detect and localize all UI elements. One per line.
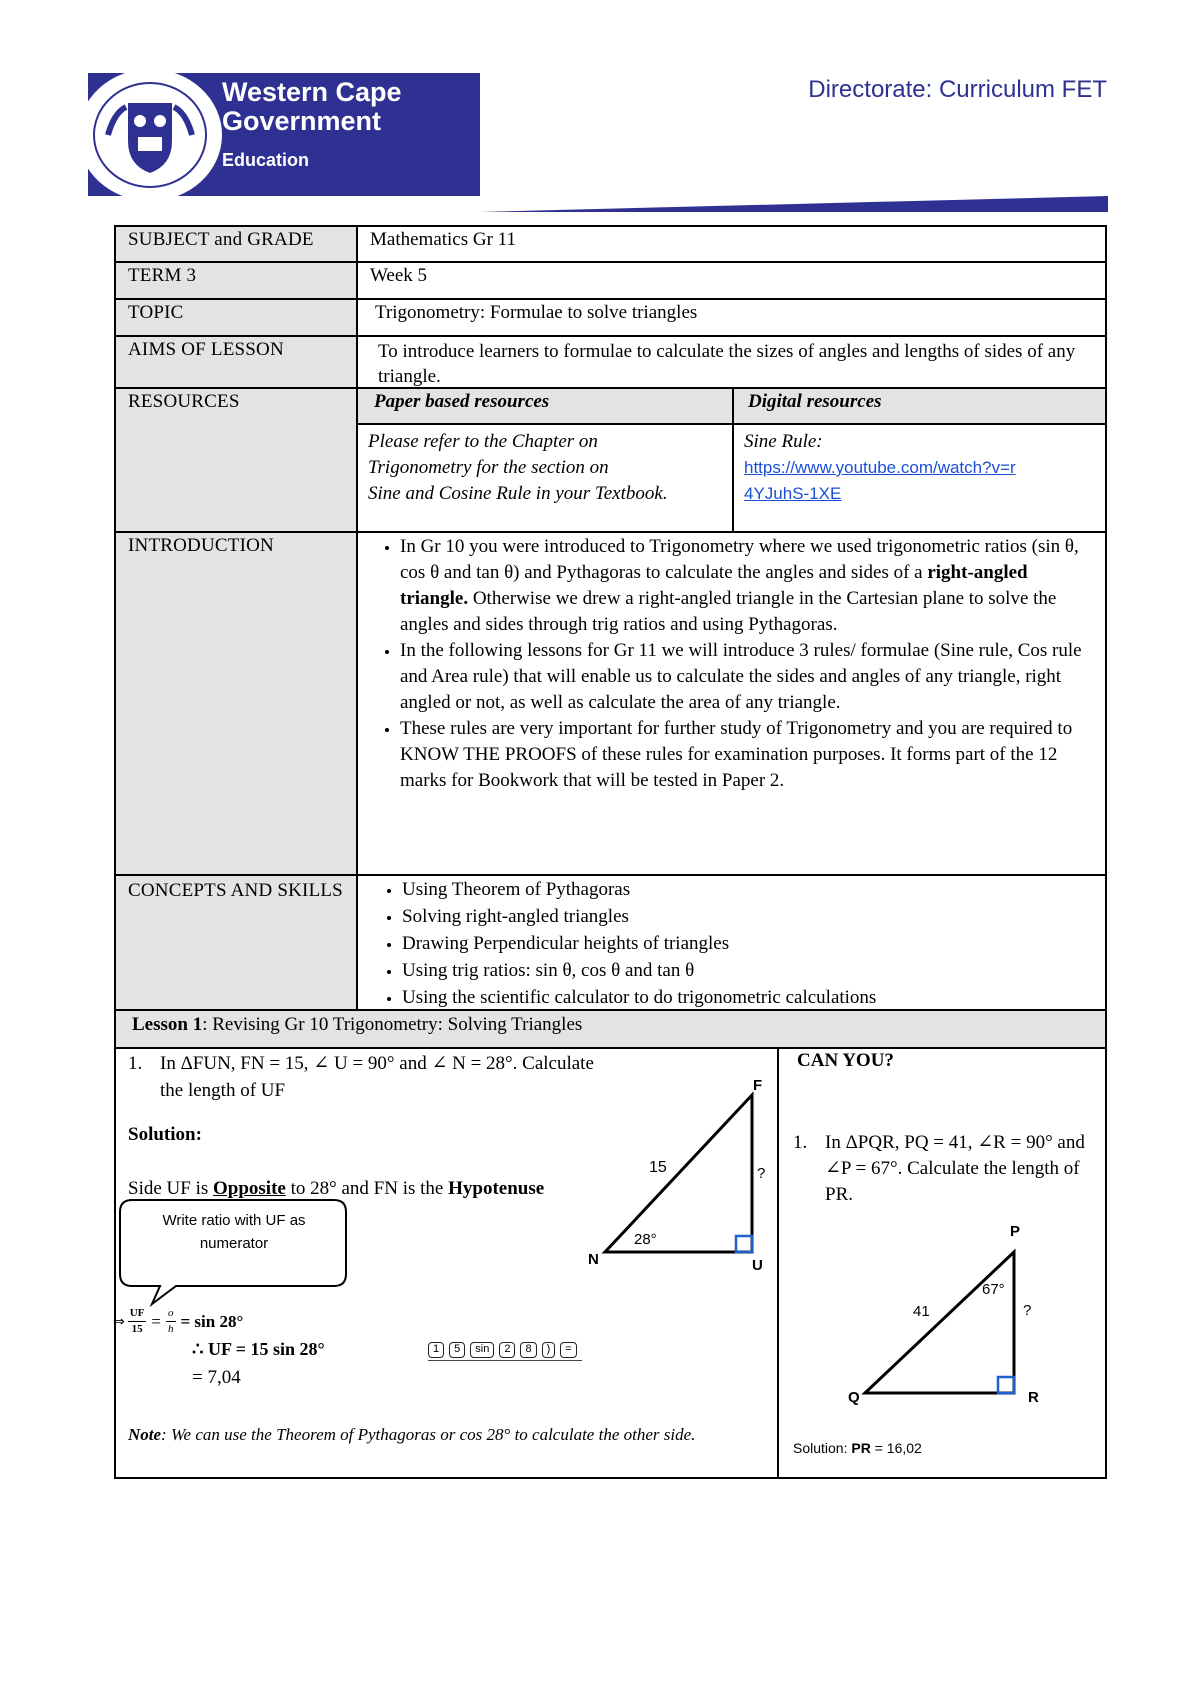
calc-key: 1 [428,1342,444,1358]
vertex-n: N [588,1251,599,1268]
example-question-number: 1. [128,1053,143,1074]
introduction-body [357,532,1106,875]
can-you-solution [793,1440,922,1456]
can-you-question-text: In ΔPQR, PQ = 41, ∠R = 90° and ∠P = 67°. Calculate the length of PR. [825,1132,1085,1205]
youtube-link[interactable] [744,455,1095,507]
term-label: TERM 3 [115,262,357,299]
intro-bullet-1 [400,534,1095,638]
concept-item: • Drawing Perpendicular heights of triangles [402,930,1095,957]
can-you-question-number: 1. [793,1132,808,1153]
triangle-pqr [840,1212,1050,1412]
calc-key: ) [542,1342,556,1358]
digital-resources-head [733,388,1106,424]
fraction-denominator: 15 [131,1323,143,1335]
concepts-label: CONCEPTS AND SKILLS [115,875,357,1010]
calc-key: = [560,1342,576,1358]
fraction-o-h [166,1306,176,1337]
side-pr-label: ? [1023,1302,1032,1319]
implies-arrow-icon: ⇒ [113,1313,125,1329]
subject-label: SUBJECT and GRADE [115,226,357,262]
logo-line-2: Government [222,106,382,136]
concept-item: • Using trig ratios: sin θ, cos θ and tan θ [402,957,1095,984]
angle-p-label: 67° [982,1281,1005,1298]
fraction-uf-15 [128,1306,147,1337]
step-2: ∴ UF = 15 sin 28° [192,1339,325,1359]
vertex-r: R [1028,1389,1039,1406]
note [128,1423,768,1447]
aims-value: To introduce learners to formulae to calculate the sizes of angles and lengths of sides of any triangle. [357,336,1106,388]
paper-resources-head-text: Paper based resources [374,391,550,412]
side-description [128,1178,544,1200]
resources-label: RESOURCES [115,388,357,532]
step-1-rhs: = sin 28° [180,1311,244,1331]
triangle-fun [580,1072,770,1272]
lesson-title-rest: : Revising Gr 10 Trigonometry: Solving Triangles [202,1014,583,1035]
calc-key: sin [470,1342,494,1358]
paper-resources-head [357,388,733,424]
side-desc-b: to 28° and FN is the [285,1178,449,1199]
introduction-label: INTRODUCTION [115,532,357,875]
calc-key: 8 [520,1342,536,1358]
term-value: Week 5 [357,262,1106,299]
can-you-title: CAN YOU? [797,1050,894,1071]
vertex-u: U [752,1257,763,1272]
aims-label: AIMS OF LESSON [115,336,357,388]
youtube-link-part-2[interactable]: 4YJuhS-1XE [744,484,842,503]
calc-key: 5 [449,1342,465,1358]
hint-bubble-text: Write ratio with UF as numerator [162,1212,306,1252]
can-you-solution-label: Solution: [793,1440,852,1456]
intro-bullet-1-a: In Gr 10 you were introduced to Trigonometry where we used trigonometric ratios (sin θ, cos θ and tan θ) and Pythagoras to calculate the angles and sides of a [400,536,1079,583]
paper-line-3: Sine and Cosine Rule in your Textbook. [368,483,668,504]
step-1: ⇒ $\frac{UF}{15}$ = $\frac{o}{h}$ = sin 28° [113,1307,244,1335]
fraction-numerator: UF [128,1306,147,1322]
paper-resources-body [357,424,733,532]
calculator-keys [428,1342,582,1361]
triangle-fun-shape [605,1095,752,1252]
note-label: Note [128,1425,162,1444]
paper-line-1: Please refer to the Chapter on [368,431,598,452]
right-angle-marker-r [998,1377,1014,1393]
side-desc-hypotenuse: Hypotenuse [448,1178,545,1199]
fraction-o: o [166,1306,176,1322]
logo-line-3: Education [222,150,310,170]
concept-item: • Solving right-angled triangles [402,903,1095,930]
digital-resources-body [733,424,1106,532]
solution-heading: Solution: [128,1124,202,1145]
intro-bullet-1-bold: right-angled triangle. [400,562,1028,609]
youtube-link-part-1[interactable]: https://www.youtube.com/watch?v=r [744,458,1016,477]
topic-value: Trigonometry: Formulae to solve triangles [357,299,1106,336]
can-you-question [793,1130,1098,1208]
intro-bullet-3: • These rules are very important for further study of Trigonometry and you are required to KNOW THE PROOFS of these rules for examination purposes. It forms part of the 12 marks for Bookwork that will be tested in Paper 2. [400,716,1095,794]
vertex-f: F [753,1077,763,1094]
right-angle-marker-u [736,1236,752,1252]
triangle-pqr-shape [865,1252,1014,1393]
digital-resources-head-text: Digital resources [748,391,882,412]
can-you-solution-value: = 16,02 [870,1440,922,1456]
intro-bullet-1-b: Otherwise we drew a right-angled triangle in the Cartesian plane to solve the angles and sides through trig ratios and using Pythagoras. [400,588,1057,635]
intro-bullet-2: • In the following lessons for Gr 11 we will introduce 3 rules/ formulae (Sine rule, Cos rule and Area rule) that will enable us to calculate the sides and angles of any triangle, right angled or not, as well as calculate the area of any triangle. [400,638,1095,716]
logo-text [222,78,402,175]
side-pq-label: 41 [913,1303,930,1320]
paper-line-2: Trigonometry for the section on [368,457,609,478]
lesson-title-bold: Lesson 1 [132,1014,203,1035]
side-fn-label: 15 [649,1159,667,1176]
digital-label: Sine Rule: [744,431,823,452]
subject-value: Mathematics Gr 11 [357,226,1106,262]
header-bar [480,196,1108,212]
fraction-h: h [168,1323,174,1335]
directorate-title: Directorate: Curriculum FET [808,76,1107,103]
concept-item: • Using Theorem of Pythagoras [402,876,1095,903]
can-you-solution-var: PR [851,1440,871,1456]
side-desc-a: Side UF is [128,1178,213,1199]
angle-n-label: 28° [634,1231,657,1248]
side-uf-label: ? [757,1165,766,1182]
step-3: = 7,04 [192,1367,241,1388]
lesson-title [115,1010,1106,1048]
vertex-q: Q [848,1389,860,1406]
logo-line-1: Western Cape [222,77,402,107]
calc-key: 2 [499,1342,515,1358]
vertex-p: P [1010,1223,1021,1240]
concepts-body [357,875,1106,1010]
note-text: : We can use the Theorem of Pythagoras or cos 28° to calculate the other side. [161,1425,696,1444]
side-desc-opposite: Opposite [213,1178,286,1199]
topic-label: TOPIC [115,299,357,336]
example-question-text: In ΔFUN, FN = 15, ∠ U = 90° and ∠ N = 28°. Calculate the length of UF [160,1053,594,1101]
concept-item: • Using the scientific calculator to do trigonometric calculations [402,984,1095,1011]
